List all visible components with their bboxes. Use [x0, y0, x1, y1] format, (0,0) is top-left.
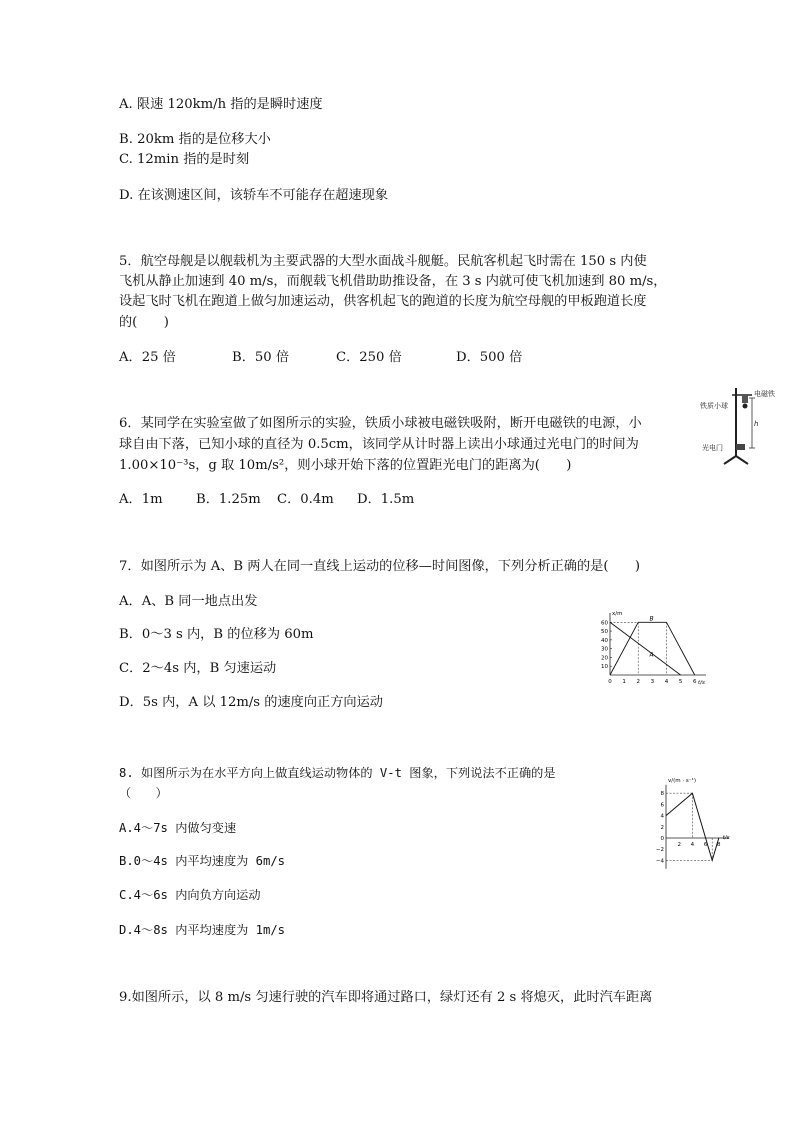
q7-position-time-chart: [592, 606, 712, 686]
q5-option-c: C．250 倍: [336, 350, 402, 365]
y-tick-label: 8: [660, 791, 664, 798]
x-tick-label: 6: [703, 842, 708, 848]
q5-stem-line-4: 的( ): [119, 315, 169, 330]
label-gate: 光电门: [702, 444, 723, 452]
q9-stem: 9.如图所示，以 8 m/s 匀速行驶的汽车即将通过路口，绿灯还有 2 s 将熄灭，此时汽车距离: [119, 990, 653, 1005]
x-tick-label: 6: [692, 679, 697, 685]
series-label-b: B: [649, 615, 654, 623]
y-tick-label: 50: [601, 629, 608, 636]
q6-option-b: B．1.25m: [196, 492, 261, 507]
y-tick-label: 20: [601, 655, 608, 662]
q6-option-c: C．0.4m: [277, 492, 334, 507]
y-tick-label: 10: [601, 664, 608, 671]
q6-option-d: D．1.5m: [357, 492, 415, 507]
x-tick-label: 4: [690, 842, 695, 848]
q7-option-c: C．2～4s 内，B 匀速运动: [119, 661, 277, 676]
y-tick-label: 60: [601, 620, 608, 627]
y-tick-label: 6: [660, 802, 664, 809]
x-axis-label: t/s: [722, 835, 730, 841]
q8-stem-line-1: 8. 如图所示为在水平方向上做直线运动物体的 V-t 图象，下列说法不正确的是: [119, 766, 556, 780]
q5-option-b: B．50 倍: [232, 350, 290, 365]
q7-stem: 7．如图所示为 A、B 两人在同一直线上运动的位移—时间图像，下列分析正确的是( ): [119, 559, 641, 574]
q8-option-d: D.4～8s 内平均速度为 1m/s: [119, 923, 286, 937]
series-line-b: [610, 622, 695, 675]
x-tick-label: 5: [678, 679, 683, 685]
iron-ball: [743, 404, 748, 409]
q6-stem-line-1: 6．某同学在实验室做了如图所示的实验，铁质小球被电磁铁吸附，断开电磁铁的电源，小: [119, 416, 642, 431]
q7-option-d: D．5s 内，A 以 12m/s 的速度向正方向运动: [119, 695, 383, 710]
q8-option-c: C.4～6s 内向负方向运动: [119, 888, 261, 902]
q5-stem-line-2: 飞机从静止加速到 40 m/s，而舰载飞机借助助推设备，在 3 s 内就可使飞机加速到 80 m/s，: [119, 274, 667, 289]
q8-option-b: B.0～4s 内平均速度为 6m/s: [119, 854, 286, 868]
q6-option-a: A．1m: [119, 492, 163, 507]
q6-stem-line-3: 1.00×10⁻³s，g 取 10m/s²，则小球开始下落的位置距光电门的距离为( ): [119, 458, 572, 473]
photogate: [736, 444, 745, 450]
q4-option-b: B. 20km 指的是位移大小: [119, 132, 271, 147]
q6-stem-line-2: 球自由下落，已知小球的直径为 0.5cm，该同学从计时器上读出小球通过光电门的时间为: [119, 437, 639, 452]
x-tick-label: 3: [650, 679, 655, 685]
x-tick-label: 4: [664, 679, 669, 685]
electromagnet: [742, 395, 748, 403]
q8-option-a: A.4～7s 内做匀变速: [119, 821, 237, 835]
q4-option-a: A. 限速 120km/h 指的是瞬时速度: [119, 97, 323, 112]
y-axis-label: x/m: [612, 611, 623, 617]
q5-stem-line-1: 5．航空母舰是以舰载机为主要武器的大型水面战斗舰艇。民航客机起飞时需在 150 s 内使: [119, 254, 647, 269]
q4-option-d: D. 在该测速区间，该轿车不可能存在超速现象: [119, 188, 389, 203]
q5-option-a: A．25 倍: [119, 350, 176, 365]
y-tick-label: −4: [655, 858, 664, 865]
x-tick-label: 2: [636, 679, 640, 685]
x-axis-label: t/s: [698, 680, 705, 686]
label-h: h: [754, 420, 759, 428]
y-axis-label: v/(m · s⁻¹): [668, 778, 696, 784]
label-ball: 铁质小球: [700, 402, 728, 410]
x-tick-label: 1: [622, 679, 626, 685]
series-line-a: [610, 622, 681, 675]
y-tick-label: 30: [601, 646, 608, 653]
q7-option-b: B．0～3 s 内，B 的位移为 60m: [119, 627, 314, 642]
q5-option-d: D．500 倍: [456, 350, 523, 365]
series-label-a: A: [649, 651, 654, 659]
series-line-velocity: [666, 793, 719, 860]
x-tick-label: 2: [677, 842, 681, 848]
x-tick-label: 0: [608, 679, 612, 685]
q8-velocity-time-chart: [652, 774, 736, 878]
y-tick-label: 4: [660, 813, 664, 820]
x-tick-label: 8: [717, 842, 721, 848]
q6-apparatus-figure: [694, 384, 784, 474]
q8-stem-line-2: （ ）: [119, 786, 168, 800]
y-tick-label: −2: [655, 847, 664, 854]
q4-option-c: C. 12min 指的是时刻: [119, 152, 250, 167]
y-tick-label: 2: [660, 824, 664, 831]
y-tick-label: 40: [601, 637, 608, 644]
stand-base: [724, 456, 748, 464]
label-magnet: 电磁铁: [754, 390, 775, 398]
q5-stem-line-3: 设起飞时飞机在跑道上做匀加速运动，供客机起飞的跑道的长度为航空母舰的甲板跑道长度: [119, 294, 647, 309]
y-tick-label: 0: [660, 836, 664, 842]
q7-option-a: A．A、B 同一地点出发: [119, 594, 258, 609]
